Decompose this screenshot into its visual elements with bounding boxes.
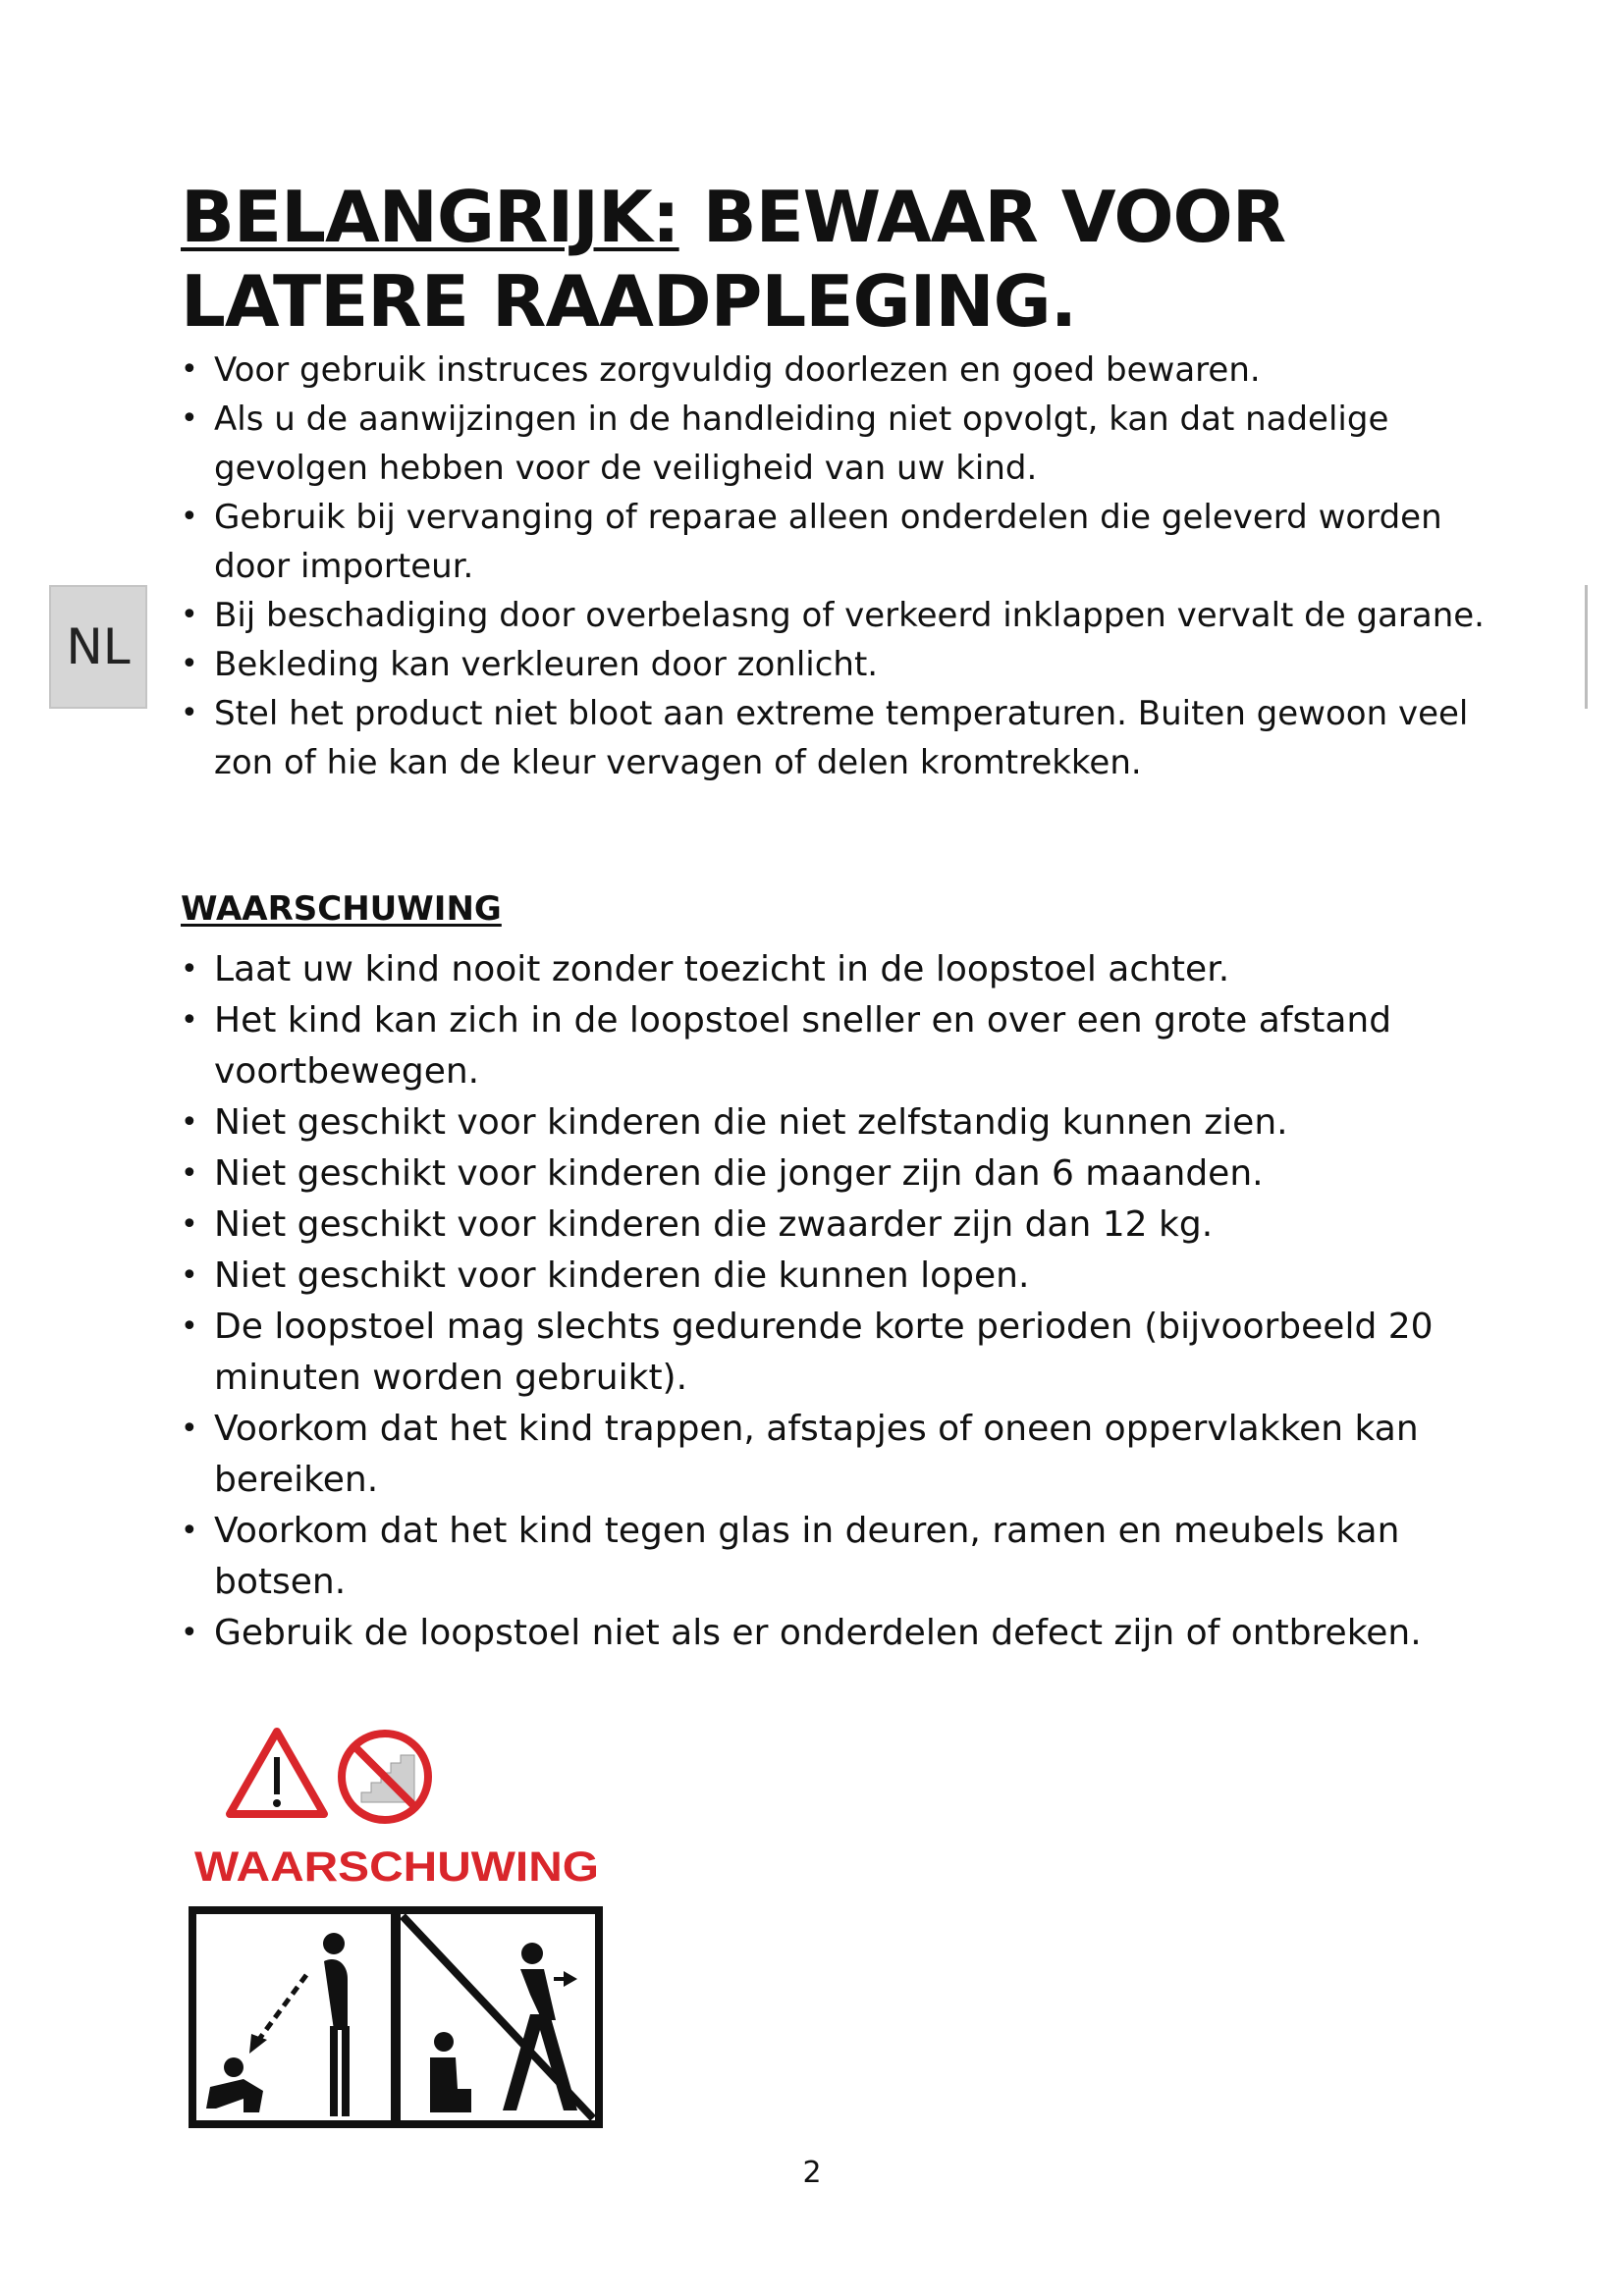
supervise-child-pictogram (192, 1910, 395, 2124)
warning-item: • Het kind kan zich in de loopstoel sneller en over een grote afstand voortbewegen. (181, 995, 1487, 1097)
title-emphasis: BELANGRIJK: (181, 176, 679, 258)
instruction-item: • Gebruik bij vervanging of reparae alleen onderdelen die geleverd worden door importeur. (181, 493, 1487, 591)
warning-item: • Niet geschikt voor kinderen die zwaarder zijn dan 12 kg. (181, 1200, 1487, 1251)
instruction-item: • Als u de aanwijzingen in de handleiding niet opvolgt, kan dat nadelige gevolgen hebben voor de veiligheid van uw kind. (181, 395, 1487, 493)
instruction-item: • Bij beschadiging door overbelasng of verkeerd inklappen vervalt de garane. (181, 591, 1487, 640)
warning-item: • Laat uw kind nooit zonder toezicht in de loopstoel achter. (181, 944, 1487, 995)
no-stairs-icon (342, 1734, 428, 1820)
warning-graphic-label: WAARSCHUWING (194, 1843, 599, 1891)
page-title (181, 175, 1457, 344)
warning-item: • Voorkom dat het kind trappen, afstapjes of oneen oppervlakken kan bereiken. (181, 1404, 1487, 1506)
title-line1-rest: BEWAAR VOOR (678, 176, 1286, 258)
page-edge-marker (1585, 585, 1588, 709)
child-leaving-room-prohibited-pictogram (397, 1910, 599, 2124)
warning-item: • Niet geschikt voor kinderen die jonger zijn dan 6 maanden. (181, 1148, 1487, 1200)
warning-item: • Gebruik de loopstoel niet als er onderdelen defect zijn of ontbreken. (181, 1608, 1487, 1659)
language-tab: NL (49, 585, 147, 709)
instruction-item: • Stel het product niet bloot aan extreme temperaturen. Buiten gewoon veel zon of hie kan de kleur vervagen of delen kromtrekken. (181, 689, 1487, 787)
instructions-list (181, 346, 1487, 787)
warning-heading: WAARSCHUWING (181, 889, 502, 929)
warnings-list (181, 944, 1487, 1659)
title-line2: LATERE RAADPLEGING. (181, 260, 1077, 343)
warning-item: • Niet geschikt voor kinderen die kunnen lopen. (181, 1251, 1487, 1302)
warning-item: • Niet geschikt voor kinderen die niet zelfstandig kunnen zien. (181, 1097, 1487, 1148)
warning-item: • De loopstoel mag slechts gedurende korte perioden (bijvoorbeeld 20 minuten worden gebruikt). (181, 1302, 1487, 1404)
page-number: 2 (802, 2156, 822, 2190)
warning-item: • Voorkom dat het kind tegen glas in deuren, ramen en meubels kan botsen. (181, 1506, 1487, 1608)
warning-graphic (187, 1722, 619, 2134)
instruction-item: • Bekleding kan verkleuren door zonlicht. (181, 640, 1487, 689)
instruction-item: • Voor gebruik instruces zorgvuldig doorlezen en goed bewaren. (181, 346, 1487, 395)
warning-triangle-icon (230, 1732, 324, 1814)
